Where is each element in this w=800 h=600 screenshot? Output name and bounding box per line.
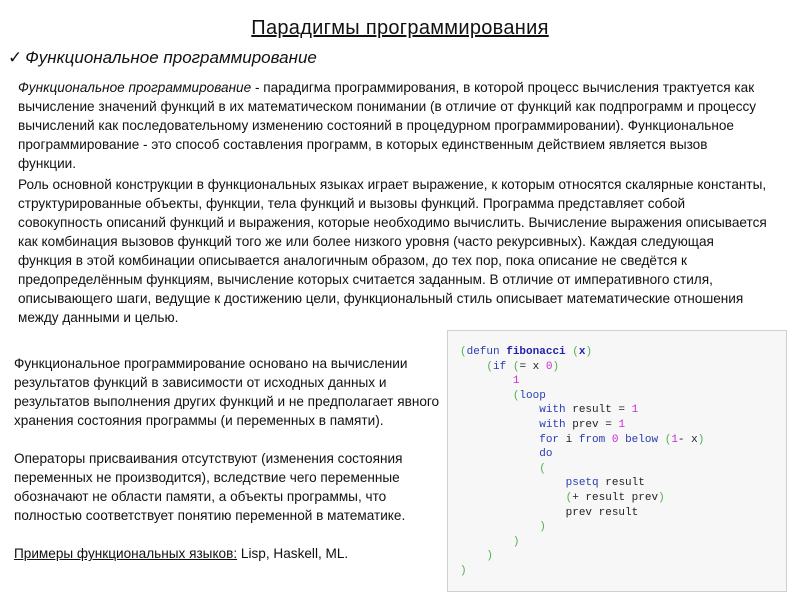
code-line: ): [539, 521, 546, 534]
definition-term: Функциональное программирование: [18, 80, 252, 95]
definition-paragraph: [18, 78, 768, 173]
slide-title: Парадигмы программирования: [251, 17, 549, 39]
code-line: do: [539, 448, 553, 461]
code-line: (: [539, 462, 546, 475]
code-line: psetq result: [565, 477, 645, 490]
expression-paragraph: Роль основной конструкции в функциональных языках играет выражение, к которым относятся скалярные константы, структурированные объекты, функции, тела функций и вызовы функций. Программа представляет собой совокупность описаний функций и выражения, которые необходимо вычислить. Вычисление выражения описывается как комбинация вызовов функций того же или более низкого уровня (часто рекурсивных). Каждая следующая функция в этой комбинации описывается аналогичным образом, до тех пор, пока описание не сведётся к предопределённым функциям, вычисление которых считается заданным. В отличие от императивного стиля, описывающего шаги, ведущие к достижению цели, функциональный стиль описывает математические отношения между данными и целью.: [18, 177, 767, 325]
code-line: (+ result prev): [565, 491, 665, 504]
code-line: (defun fibonacci (x): [460, 346, 593, 358]
left-paragraph-2: Операторы присваивания отсутствуют (изменения состояния переменных не производится), вследствие чего переменные обозначают не области памяти, а объекты программы, что полностью соответствует понятию переменной в математике.: [14, 451, 406, 523]
code-line: (if (= x 0): [486, 360, 560, 373]
code-line: with prev = 1: [539, 418, 626, 431]
checkmark-icon: ✓: [8, 48, 23, 67]
code-line: with result = 1: [539, 404, 639, 417]
section-subtitle: [8, 48, 317, 68]
code-line: ): [512, 535, 520, 548]
code-line: (loop: [512, 389, 546, 402]
code-line: ): [486, 550, 494, 563]
subtitle-text: Функциональное программирование: [25, 48, 317, 67]
code-line: 1: [512, 375, 520, 388]
code-listing: [460, 345, 774, 579]
definition-text: - парадигма программирования, в которой процесс вычисления трактуется как вычисление значений функций в их математическом понимании (в отличие от функций как подпрограмм и процессу вычислений как последовательному изменению состояний в процедурном программировании). Функциональное программирование - это способ составления программ, в которых единственным действием является вызов функции.: [18, 80, 757, 171]
code-line: ): [460, 564, 467, 577]
code-line: prev result: [460, 506, 639, 519]
examples-value: Lisp, Haskell, ML.: [237, 546, 349, 561]
code-line: for i from 0 below (1- x): [539, 433, 705, 446]
examples-line: [14, 544, 444, 563]
code-block: [447, 330, 787, 592]
examples-label: Примеры функциональных языков:: [14, 546, 238, 561]
left-column: [14, 354, 444, 582]
left-paragraph-1: Функциональное программирование основано на вычислении результатов функций в зависимости от исходных данных и результатов выполнения других функций и не предполагает явного хранения состояния программы (и переменных в памяти).: [14, 356, 440, 428]
